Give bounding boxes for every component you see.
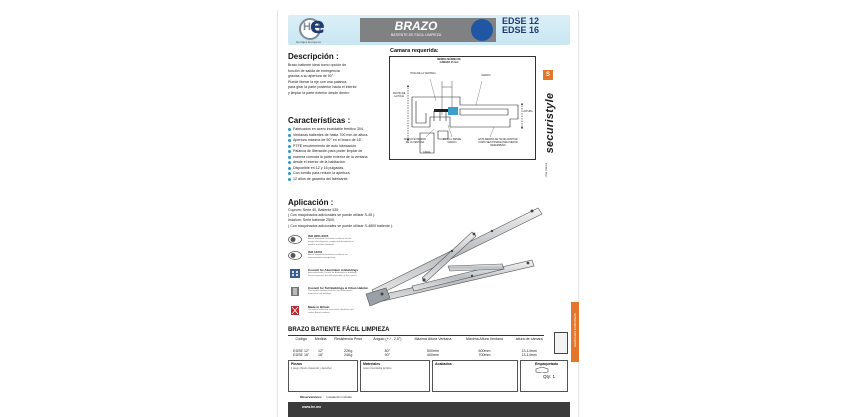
canal-label: CANAL [423,151,431,154]
table-cell: 13-14mm [521,353,537,357]
certification-iso14001 [288,250,358,264]
descripcion-line: gracias a su apertura de 90°. [288,74,335,79]
product-codes [502,17,539,35]
brand-mark-icon: S [543,70,553,80]
quantity-label: Qty: 1 [543,374,556,379]
acabados-label: Acabados [435,362,452,366]
table-rule [288,335,544,336]
tolerance-label: MEDIDA MÁXIMA DE CÁMARA 15 mm [437,58,461,64]
logo-letter-h: H [303,21,311,33]
aplicacion-line: ( Con maquinados adicionales se puede utilizar S-4800 batiente ). [288,223,394,228]
table-row [290,353,548,357]
frame-label: MARCO [481,74,491,77]
camara-drawing-frame [389,56,536,160]
header-banner [288,15,570,45]
table-cell: 90° [384,353,391,357]
cert-desc: Associated with Council for Aluminium in buildings. Do not represent the official position of the council [308,272,358,277]
outer-frame-label: MARCO EXTERIOR DE LA VENTANA [404,138,426,144]
piezas-label: Piezas [291,362,302,366]
column-header: Resistencia Peso [334,337,363,341]
feature-item-continued: desde el interior de la habitación. [288,160,388,166]
feature-item: Ventanas batientes de hasta 700 mm de altura. [288,133,388,139]
aplicacion-line: Indalum: Serie batiente 2500, [288,218,335,223]
feature-item: 12 años de garantía del fabricante. [288,177,388,183]
observaciones-label: Observaciones [300,395,322,399]
camara-title: Camara requerida: [390,48,439,54]
aplicacion-line: ( Con maquinados adicionales se puede utilizar S-45 ). [288,213,376,218]
feature-item: Disponible en 12 y 16 pulgadas. [288,166,388,172]
materiales-label: Materiales [363,362,381,366]
cert-name: ISO 9001:2015 [308,234,329,238]
table-cell: 22Kg [344,349,353,353]
piezas-text: 1 juego (brazo izquierdo y derecho) [291,367,332,370]
side-tab [571,302,579,362]
descripcion-text [288,63,383,97]
cert-name: Made in Britain [308,305,330,309]
column-header: Código [295,337,307,341]
sash-label: HOJA DE LA VENTANA [410,72,436,75]
column-header: altura de cámara [515,337,543,341]
descripcion-line: función de salida de emergencia [288,68,340,73]
table-cell: 600mm [478,349,491,353]
aplicacion-line: Cuprum: Serie 40, Batiente 535 [288,208,339,212]
caracteristicas-title: Características : [288,116,351,125]
acabados-box [432,360,518,392]
descripcion-line: Puede liberar la eje con una palanca [288,79,347,84]
certification-glass [288,286,368,300]
feature-item-continued: manera cómoda la parte exterior de la ventana [288,155,388,161]
cert-name: ISO 14001 [308,250,323,254]
descripcion-line: y limpiar la parte exterior desde dentro [288,90,350,95]
table-cell: 24Kg [344,353,353,357]
column-header: Ángulo (+ / - 2.5°) [373,337,402,341]
product-code: EDSE 16 [502,25,540,35]
glass-council-icon [288,287,302,296]
table-cell: 500mm [426,349,439,353]
distance-label: 16.4 mm DESDE MARCO [442,138,462,144]
cert-desc: British Standards Institution certificate for the design, development, supply and distribution of window and door hardware [308,238,354,246]
product-code: EDSE 12 [502,16,540,26]
piezas-box [288,360,358,392]
table-cell: 400mm [426,353,439,357]
product-thumbnail-icon [554,332,568,354]
cert-desc: The official collective mark which identifies and unifies British products [308,309,354,314]
iso-14001-icon [288,251,302,260]
right-dim-label: ALTURA [523,110,533,113]
blue-dot-icon [471,19,493,41]
descripcion-line: Brazo batiente ideal como opción de [288,63,347,67]
cert-name: Council for Tall Buildings & Urban Habitat [308,286,368,290]
table-cell: EDSE 12" [293,349,310,353]
product-name: BRAZO [394,19,438,33]
company-logo [296,14,354,44]
column-header: Medida [314,337,327,341]
materiales-box [360,360,430,392]
feature-item: Fabricados en acero inoxidable ferrítico 304. [288,127,388,133]
friction-stay-illustration [352,202,552,310]
empaquetado-label: Empaquetado [535,362,559,366]
certification-aluminium [288,268,358,282]
package-icon [535,367,549,373]
logo-tagline: Herrajes Europeos [296,40,322,44]
descripcion-title: Descripción : [288,52,339,61]
product-title-box [360,18,496,42]
table-cell: 700mm [478,353,491,357]
logo-letter-e: e [310,14,325,39]
product-subtitle: BATIENTE DE FÁCIL LIMPIEZA [390,33,442,37]
column-header: Máxima Altura Ventana [414,337,452,341]
descripcion-line: para girar la parte posterior hacia el interior [288,85,357,90]
materiales-text: Acero inoxidable ferrítico [363,367,392,370]
certification-iso9001 [288,234,358,248]
table-cell: 80° [384,349,391,353]
feature-item: Con tornillo para reducir la apertura. [288,171,388,177]
cert-desc: British Standards Institution certificate for environmental management [308,254,348,259]
spec-table [290,337,548,357]
table-cell: 16" [317,353,324,357]
footer-bar [288,402,570,417]
cert-name: Council for Aluminium in Buildings [308,268,359,272]
brand-byline: Una marca [544,162,548,178]
brand-name: securistyle [544,92,556,154]
iso-9001-icon [288,235,302,244]
feature-item: PTFE recubrimiento de auto lubricación. [288,144,388,150]
product-sheet [277,10,579,417]
observaciones-text: Instalación incluida [326,395,352,399]
aplicacion-title: Aplicación : [288,198,334,207]
table-header-row [290,337,548,349]
table-cell: 12" [317,349,324,353]
table-title: BRAZO BATIENTE FÁCIL LIMPIEZA [288,327,390,333]
column-header: Máxima Altura Ventana [466,337,503,341]
observaciones [300,395,352,399]
feature-item: Apertura máxima de 90° en el brazo de 16". [288,138,388,144]
brand-block [540,70,558,190]
left-dim-label: ANCHO DE LA HOJA [392,92,406,98]
footer-url[interactable]: www.he.mx [302,405,322,409]
cert-desc: The world's leading resource for professionals focused on tall buildings [308,290,353,295]
adapt-note-label: ESTA MEDIDA SE HA DE ADAPTAR COMO SEA POSIBLE PARA MEJOR DESEMPEÑO [478,138,518,147]
made-in-britain-icon [288,306,302,315]
aluminium-council-icon [288,269,302,278]
table-cell: 13-14mm [521,349,537,353]
table-cell: EDSE 16" [293,353,310,357]
feature-list [288,127,388,182]
feature-item: Palanca de liberación para poder limpiar de [288,149,388,155]
certification-made-in-britain [288,305,358,319]
side-tab-label: HERRAJES EUROPEOS [573,313,577,347]
